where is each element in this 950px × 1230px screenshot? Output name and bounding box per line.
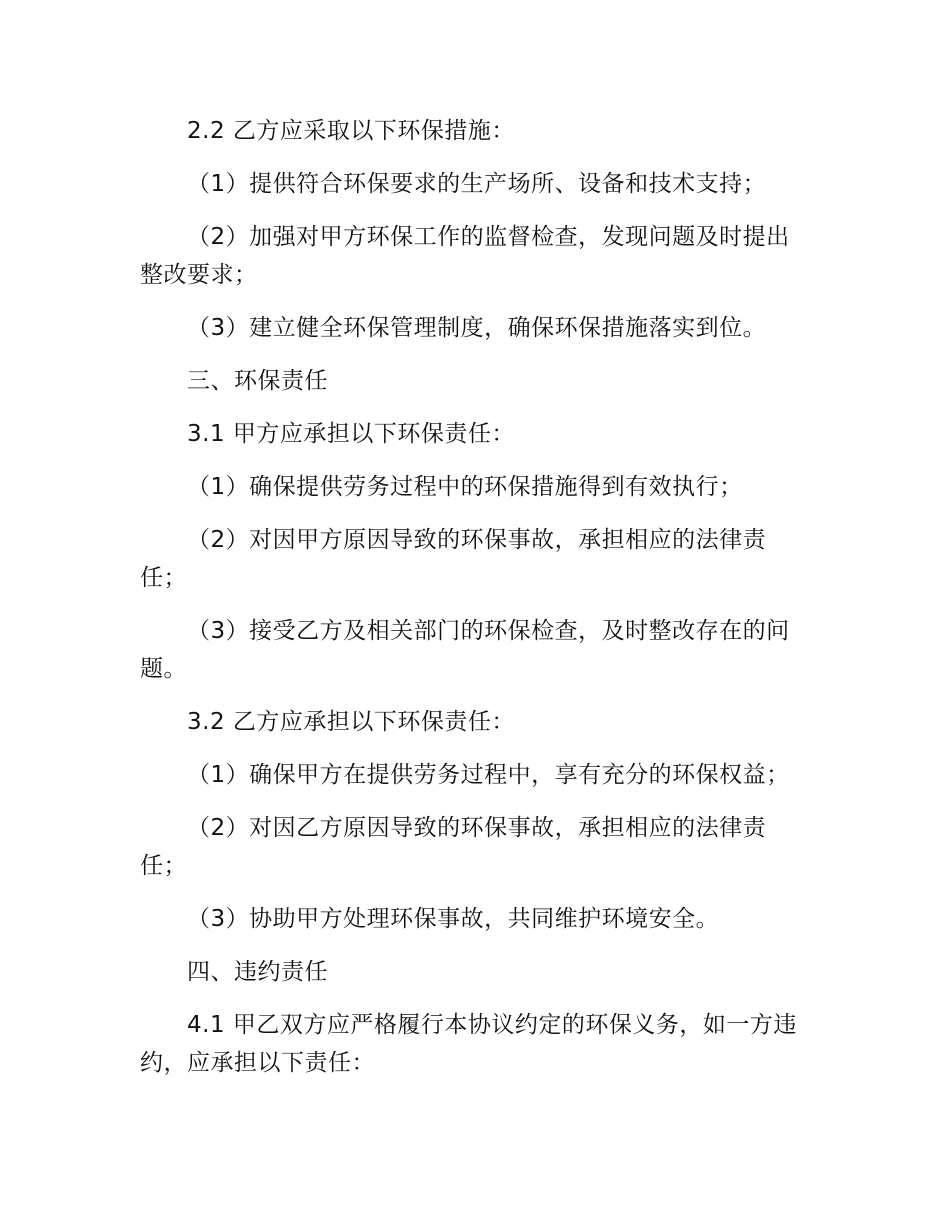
paragraph-2-2-item-2: （2）加强对甲方环保工作的监督检查，发现问题及时提出整改要求；: [140, 224, 790, 288]
paragraph-3-2-heading: 3.2 乙方应承担以下环保责任：: [187, 709, 515, 735]
section-3-heading: 三、环保责任: [187, 368, 328, 394]
section-4-heading: 四、违约责任: [187, 959, 328, 985]
paragraph-4-1: 4.1 甲乙双方应严格履行本协议约定的环保义务，如一方违约，应承担以下责任：: [140, 1012, 797, 1076]
paragraph-3-1-heading: 3.1 甲方应承担以下环保责任：: [187, 421, 515, 447]
paragraph-2-2-heading: 2.2 乙方应采取以下环保措施：: [187, 118, 515, 144]
document-body: [140, 112, 812, 1082]
paragraph-3-2-item-3: （3）协助甲方处理环保事故，共同维护环境安全。: [187, 906, 720, 932]
paragraph-2-2-item-1: （1）提供符合环保要求的生产场所、设备和技术支持；: [187, 171, 767, 197]
paragraph-3-1-item-1: （1）确保提供劳务过程中的环保措施得到有效执行；: [187, 474, 743, 500]
paragraph-3-1-item-2: （2）对因甲方原因导致的环保事故，承担相应的法律责任；: [140, 527, 767, 591]
paragraph-2-2-item-3: （3）建立健全环保管理制度，确保环保措施落实到位。: [187, 315, 767, 341]
paragraph-3-2-item-1: （1）确保甲方在提供劳务过程中，享有充分的环保权益；: [187, 762, 790, 788]
paragraph-3-1-item-3: （3）接受乙方及相关部门的环保检查，及时整改存在的问题。: [140, 618, 790, 682]
paragraph-3-2-item-2: （2）对因乙方原因导致的环保事故，承担相应的法律责任；: [140, 815, 767, 879]
